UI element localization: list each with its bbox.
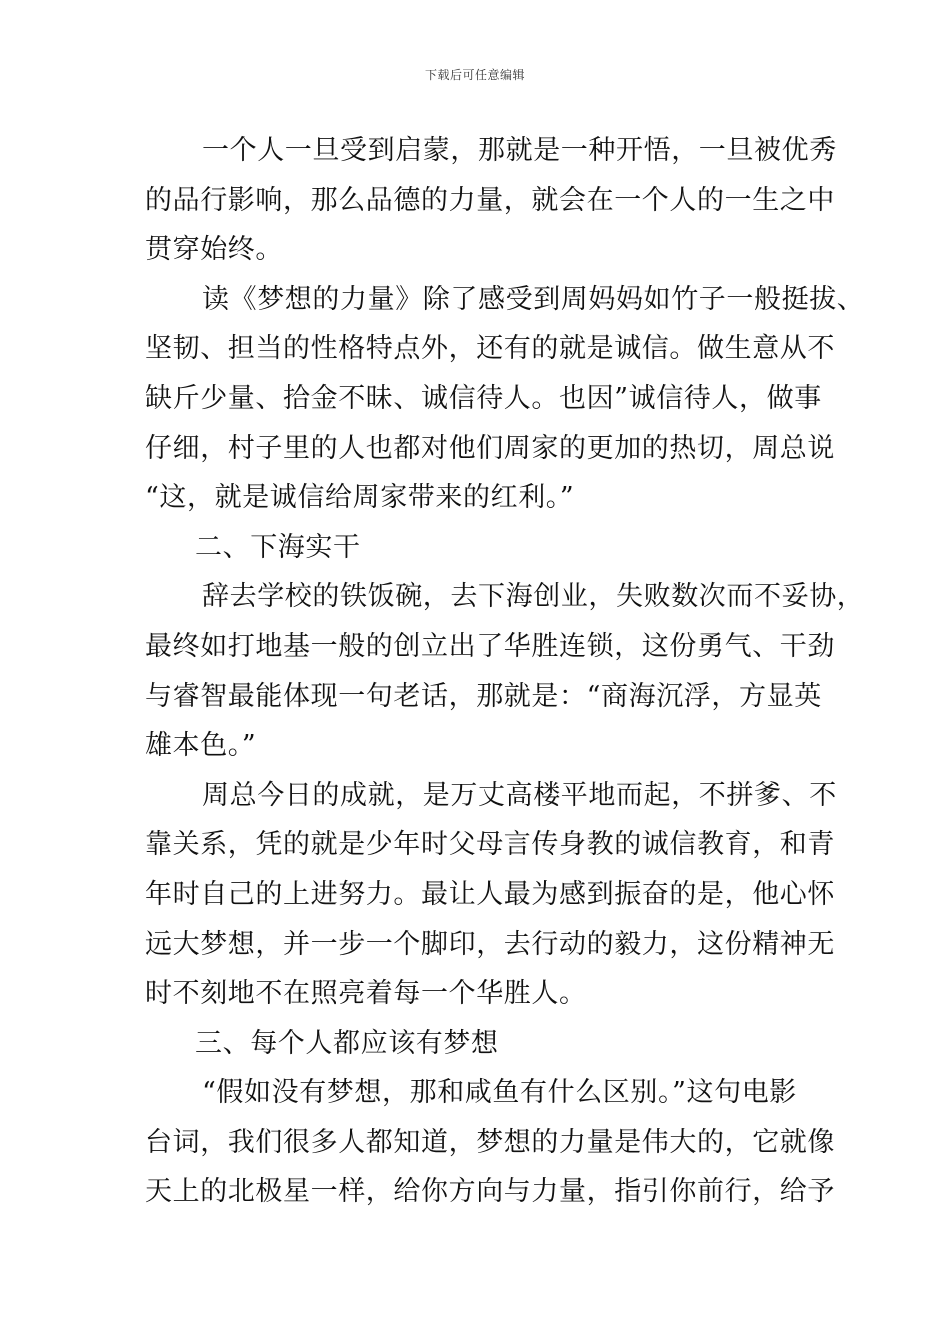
section-heading: 三、每个人都应该有梦想 [195, 1027, 499, 1059]
text-line: 天上的北极星一样，给你方向与力量，指引你前行，给予 [145, 1176, 835, 1208]
document-body [145, 126, 865, 1217]
text-line: 辞去学校的铁饭碗，去下海创业，失败数次而不妥协， [202, 581, 865, 613]
text-line: “这，就是诚信给周家带来的红利。” [145, 482, 575, 514]
text-line: 远大梦想，并一步一个脚印，去行动的毅力，这份精神无 [145, 928, 835, 960]
text-line: 与睿智最能体现一句老话，那就是：“商海沉浮，方显英 [145, 680, 822, 712]
text-line: 读《梦想的力量》除了感受到周妈妈如竹子一般挺拔、 [202, 283, 865, 315]
text-line: 缺斤少量、拾金不昧、诚信待人。也因”诚信待人，做事 [145, 382, 822, 414]
text-line: 年时自己的上进努力。最让人最为感到振奋的是，他心怀 [145, 878, 835, 910]
text-line: 周总今日的成就，是万丈高楼平地而起，不拼爹、不 [202, 779, 837, 811]
text-line: 台词，我们很多人都知道，梦想的力量是伟大的，它就像 [145, 1126, 835, 1158]
text-line: 坚韧、担当的性格特点外，还有的就是诚信。做生意从不 [145, 333, 835, 365]
text-line: 的品行影响，那么品德的力量，就会在一个人的一生之中 [145, 184, 835, 216]
page-header: 下载后可任意编辑 [424, 68, 525, 82]
section-heading: 二、下海实干 [195, 531, 361, 563]
text-line: 贯穿始终。 [145, 234, 283, 266]
text-line: 雄本色。” [145, 730, 257, 762]
text-line: “假如没有梦想，那和咸鱼有什么区别。”这句电影 [202, 1077, 797, 1109]
text-line: 最终如打地基一般的创立出了华胜连锁，这份勇气、干劲 [145, 630, 835, 662]
text-line: 仔细，村子里的人也都对他们周家的更加的热切，周总说 [145, 432, 835, 464]
text-line: 靠关系，凭的就是少年时父母言传身教的诚信教育，和青 [145, 829, 835, 861]
text-line: 一个人一旦受到启蒙，那就是一种开悟，一旦被优秀 [202, 135, 837, 166]
text-line: 时不刻地不在照亮着每一个华胜人。 [145, 978, 587, 1010]
